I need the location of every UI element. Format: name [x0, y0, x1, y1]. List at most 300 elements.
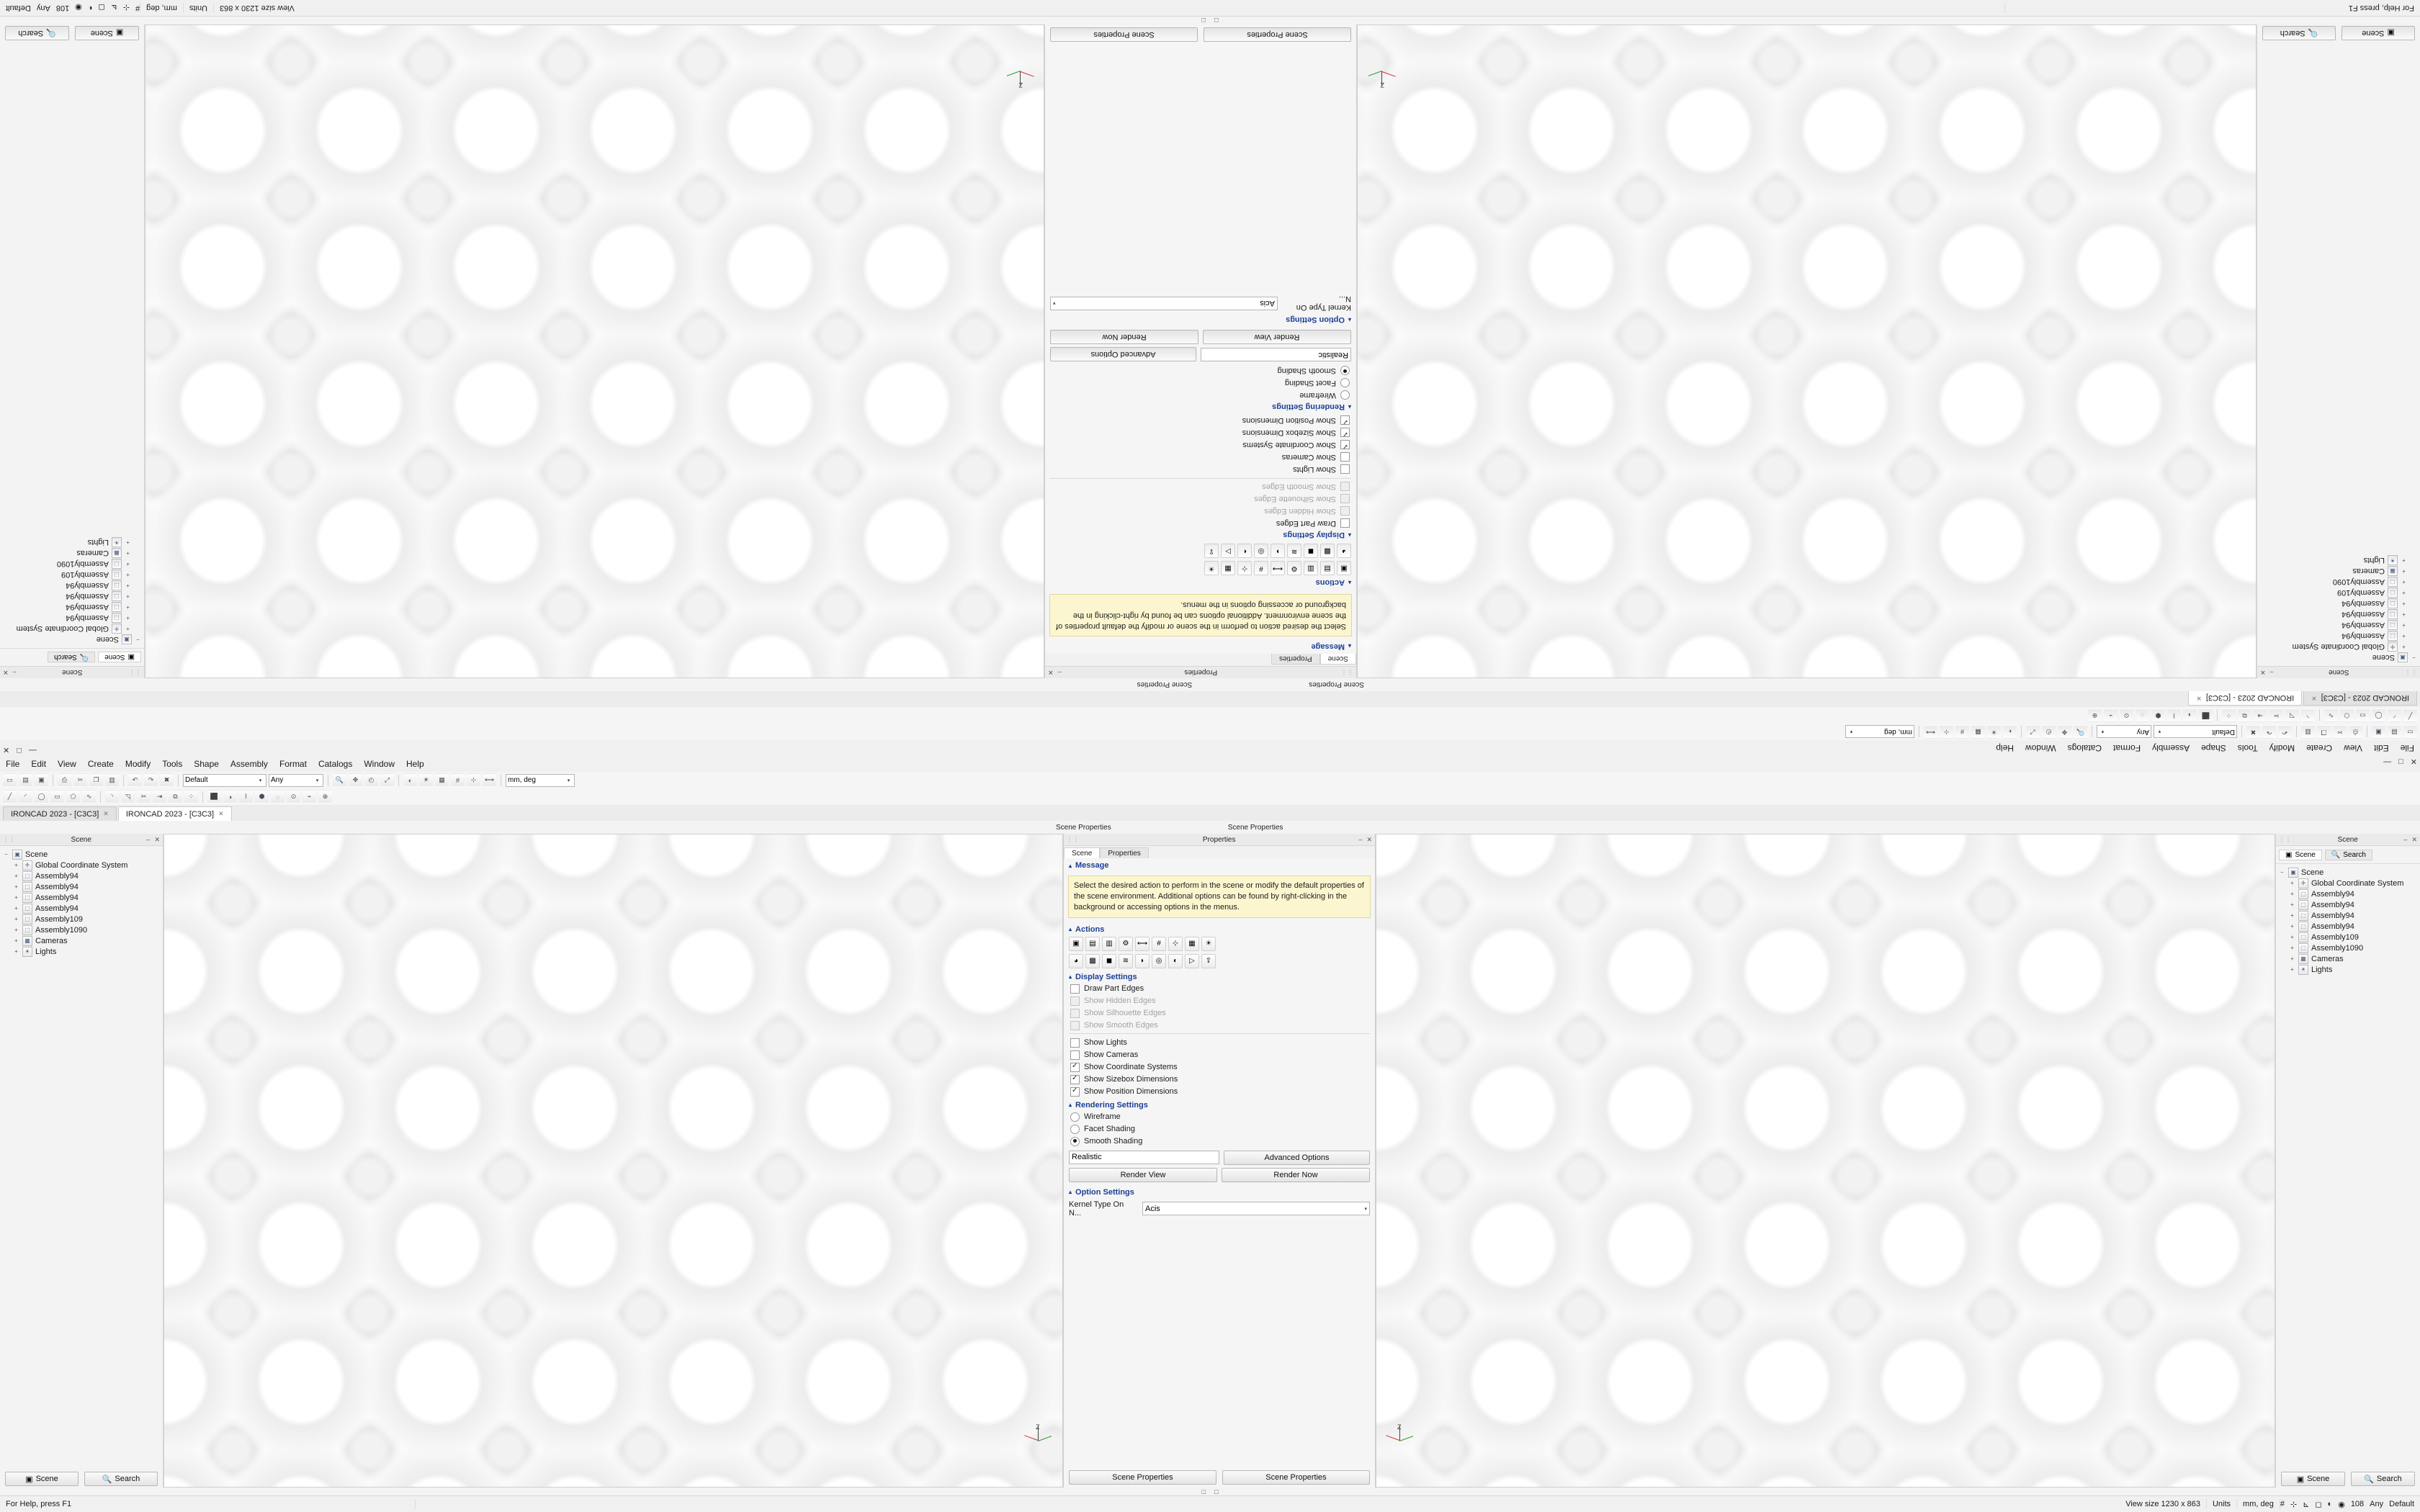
menu-item-tools[interactable]: Tools [162, 759, 183, 769]
shell-icon[interactable]: ◌ [271, 790, 284, 804]
minimize-icon[interactable]: – [1358, 835, 1363, 843]
chevron-up-icon[interactable]: ▴ [1069, 1102, 1072, 1109]
tree-item-assembly-2[interactable] [2277, 899, 2419, 910]
expander-icon[interactable]: − [2412, 654, 2416, 661]
wireframe-icon[interactable]: ◻ [98, 3, 105, 12]
checkbox-show-sizebox-dimensions[interactable] [1045, 426, 1356, 438]
tree-item-cameras[interactable] [2277, 953, 2419, 964]
chevron-up-icon[interactable]: ▴ [1348, 643, 1351, 650]
minimize-icon[interactable]: — [28, 746, 37, 755]
render-icon[interactable]: ◐ [1237, 544, 1252, 558]
tab-properties[interactable]: Properties [1271, 653, 1320, 665]
drag-handle-icon[interactable]: ⋮⋮ [128, 669, 141, 676]
expander-icon[interactable]: + [14, 883, 18, 890]
tree-item-assembly-1[interactable] [1, 870, 161, 881]
tree-item-assembly-1[interactable] [2277, 888, 2419, 899]
tree-item-global-coordinate-system[interactable] [1, 860, 161, 870]
tree-item-assembly-3[interactable] [1, 892, 161, 903]
radio-icon[interactable] [1340, 366, 1350, 375]
close-icon[interactable]: ✕ [1366, 835, 1372, 843]
pan-icon[interactable]: ✥ [2058, 725, 2071, 739]
section-rendering-settings-header[interactable] [1045, 401, 1356, 414]
close-icon[interactable]: ✕ [2260, 669, 2266, 677]
section-rendering-settings-header[interactable] [1064, 1098, 1375, 1111]
close-icon[interactable]: ✕ [2411, 835, 2417, 843]
tree-item-lights[interactable] [2277, 964, 2419, 975]
grid-icon[interactable]: # [451, 773, 465, 787]
pattern-icon[interactable]: ⁘ [2222, 708, 2236, 722]
menu-item-catalogs[interactable]: Catalogs [2067, 743, 2102, 753]
tree-item-lights[interactable] [1, 537, 143, 548]
extend-icon[interactable]: ⇥ [153, 790, 166, 804]
loft-icon[interactable]: ⬢ [2151, 708, 2165, 722]
delete-icon[interactable]: ✖ [2246, 725, 2260, 739]
section-message-header[interactable] [1064, 858, 1375, 871]
tree-item-assembly-4[interactable] [1, 903, 161, 914]
light-icon[interactable]: ☀ [419, 773, 433, 787]
expander-icon[interactable]: + [2290, 891, 2294, 897]
menu-item-help[interactable]: Help [406, 759, 424, 769]
chevron-down-icon[interactable]: ▾ [315, 778, 319, 783]
checkbox-icon[interactable] [1340, 440, 1350, 449]
kernel-type-select[interactable] [1142, 1202, 1370, 1215]
expander-icon[interactable]: − [136, 636, 140, 643]
expander-icon[interactable]: + [2402, 568, 2406, 575]
checkbox-icon[interactable] [1070, 1087, 1080, 1097]
menu-item-format[interactable]: Format [279, 759, 307, 769]
copy-icon[interactable]: ❐ [2317, 725, 2331, 739]
menu-item-help[interactable]: Help [1996, 743, 2014, 753]
pan-icon[interactable]: ✥ [349, 773, 362, 787]
expander-icon[interactable]: + [2290, 923, 2294, 930]
maximize-icon[interactable]: □ [17, 746, 22, 755]
radio-icon[interactable] [1070, 1125, 1080, 1134]
delete-icon[interactable]: ✖ [160, 773, 174, 787]
loft-icon[interactable]: ⬢ [255, 790, 269, 804]
expander-icon[interactable]: + [2402, 579, 2406, 585]
footer-tab-search[interactable] [5, 26, 69, 40]
expander-icon[interactable]: + [126, 582, 130, 589]
section-message-header[interactable] [1045, 641, 1356, 654]
tree-item-assembly-5[interactable] [2277, 932, 2419, 942]
footer-tab-search[interactable] [2262, 26, 2336, 40]
background-icon[interactable]: ◼ [1304, 544, 1318, 558]
new-scene-icon[interactable]: ▣ [1337, 561, 1351, 575]
render-icon[interactable]: ◐ [1168, 954, 1183, 968]
expander-icon[interactable]: + [14, 862, 18, 868]
checkbox-show-lights[interactable] [1045, 463, 1356, 475]
tree-item-global-coordinate-system[interactable] [1, 624, 143, 634]
units-icon[interactable]: ⟷ [1135, 937, 1150, 951]
viewport-left-canvas[interactable] [164, 834, 1062, 1487]
tree-item-assembly-5[interactable] [2259, 588, 2419, 598]
chevron-up-icon[interactable]: ▴ [1069, 1189, 1072, 1196]
scene-browser-tab-search[interactable] [48, 652, 95, 663]
copy-icon[interactable]: ❐ [89, 773, 103, 787]
new-icon[interactable]: ▭ [3, 773, 17, 787]
radio-icon[interactable] [1340, 378, 1350, 387]
scene-properties-button-right[interactable]: Scene Properties [1050, 27, 1198, 42]
chevron-up-icon[interactable]: ▴ [1069, 973, 1072, 981]
chevron-down-icon[interactable]: ▾ [2158, 729, 2161, 734]
snap-icon[interactable]: ⊹ [1168, 937, 1183, 951]
arc-icon[interactable]: ◜ [19, 790, 32, 804]
section-actions-header[interactable] [1045, 577, 1356, 590]
shadow-icon[interactable]: ◗ [1270, 544, 1285, 558]
any-combo[interactable] [2097, 726, 2151, 739]
expander-icon[interactable]: + [14, 927, 18, 933]
scene-properties-button-left[interactable]: Scene Properties [1204, 27, 1351, 42]
tree-item-assembly-2[interactable] [2259, 620, 2419, 631]
menu-item-file[interactable]: File [2400, 743, 2414, 753]
close-icon[interactable]: ✕ [2196, 695, 2202, 702]
expander-icon[interactable]: + [14, 916, 18, 922]
radio-wireframe[interactable] [1045, 389, 1356, 401]
tree-item-assembly-3[interactable] [1, 591, 143, 602]
tree-item-assembly-3[interactable] [2277, 910, 2419, 921]
menu-item-format[interactable]: Format [2113, 743, 2141, 753]
radio-smooth-shading[interactable] [1045, 364, 1356, 377]
open-scene-icon[interactable]: ▤ [1320, 561, 1335, 575]
checkbox-icon[interactable] [1070, 1075, 1080, 1084]
orbit-icon[interactable]: ◴ [364, 773, 378, 787]
render-icon[interactable]: ◐ [2003, 725, 2017, 739]
undo-icon[interactable]: ↶ [128, 773, 142, 787]
render-view-button[interactable]: Render View [1203, 330, 1351, 344]
close-icon[interactable]: ✕ [2311, 695, 2317, 702]
polygon-icon[interactable]: ⬠ [66, 790, 80, 804]
wireframe-icon[interactable]: ◻ [2315, 1500, 2322, 1509]
scene-properties-button-right[interactable]: Scene Properties [1222, 1470, 1370, 1485]
sweep-icon[interactable]: ⌇ [239, 790, 253, 804]
expander-icon[interactable]: + [2290, 934, 2294, 940]
camera-icon[interactable]: ▦ [1185, 937, 1199, 951]
checkbox-icon[interactable] [1340, 428, 1350, 437]
tree-item-lights[interactable] [2259, 555, 2419, 566]
tab-scene[interactable]: Scene [1064, 847, 1100, 859]
render-now-button[interactable]: Render Now [1222, 1168, 1370, 1182]
footer-tab-scene[interactable] [2341, 26, 2415, 40]
menu-item-modify[interactable]: Modify [125, 759, 151, 769]
checkbox-icon[interactable] [1340, 415, 1350, 425]
ortho-icon[interactable]: ⊾ [110, 3, 117, 12]
tree-item-scene[interactable] [1, 849, 161, 860]
render-icon[interactable]: ◉ [2338, 1500, 2345, 1509]
save-scene-icon[interactable]: ▥ [1102, 937, 1116, 951]
chevron-down-icon[interactable]: ▾ [2101, 729, 2105, 734]
expander-icon[interactable]: + [14, 894, 18, 901]
render-icon[interactable]: ◐ [403, 773, 417, 787]
expander-icon[interactable]: + [2402, 590, 2406, 596]
menu-item-shape[interactable]: Shape [2201, 743, 2226, 753]
new-icon[interactable]: ▭ [2403, 725, 2417, 739]
shade-icon[interactable]: ◐ [2327, 1500, 2333, 1508]
tree-item-cameras[interactable] [1, 548, 143, 559]
fog-icon[interactable]: ≋ [1287, 544, 1301, 558]
panel-tab-scene-properties-a[interactable]: Scene Properties [1309, 680, 1364, 689]
camera-icon[interactable]: ▦ [1971, 725, 1985, 739]
chevron-down-icon[interactable]: ▾ [1053, 300, 1056, 306]
menu-item-assembly[interactable]: Assembly [2152, 743, 2190, 753]
checkbox-icon[interactable] [1070, 1038, 1080, 1048]
cut-icon[interactable]: ✂ [73, 773, 87, 787]
section-actions-header[interactable] [1064, 922, 1375, 935]
shadow-icon[interactable]: ◗ [1135, 954, 1150, 968]
panel-tab-scene-properties-b[interactable]: Scene Properties [1137, 680, 1193, 689]
rect-icon[interactable]: ▭ [2356, 708, 2370, 722]
shell-icon[interactable]: ◌ [2136, 708, 2149, 722]
camera-icon[interactable]: ▦ [1221, 561, 1235, 575]
viewport-left[interactable] [1357, 24, 2257, 678]
menu-item-window[interactable]: Window [364, 759, 395, 769]
menu-item-tools[interactable]: Tools [2237, 743, 2258, 753]
expander-icon[interactable]: − [2280, 869, 2284, 876]
any-combo[interactable] [269, 774, 323, 787]
revolve-icon[interactable]: ◑ [2183, 708, 2197, 722]
texture-icon[interactable]: ▩ [1320, 544, 1335, 558]
extrude-icon[interactable]: ⬛ [207, 790, 221, 804]
checkbox-show-lights[interactable] [1064, 1037, 1375, 1049]
chevron-up-icon[interactable]: ▴ [1348, 316, 1351, 323]
tree-item-assembly-5[interactable] [1, 570, 143, 580]
snap-icon[interactable]: ⊹ [1237, 561, 1252, 575]
expander-icon[interactable]: + [2402, 633, 2406, 639]
close-icon[interactable]: ✕ [2410, 758, 2417, 767]
fog-icon[interactable]: ≋ [1119, 954, 1133, 968]
tree-item-assembly-4[interactable] [1, 580, 143, 591]
footer-tab-scene[interactable] [5, 1472, 79, 1486]
maximize-icon[interactable]: □ [2398, 757, 2403, 766]
open-scene-icon[interactable]: ▤ [1085, 937, 1100, 951]
ortho-icon[interactable]: ⊾ [2303, 1500, 2310, 1509]
tree-item-assembly-6[interactable] [2259, 577, 2419, 588]
radio-facet-shading[interactable] [1045, 377, 1356, 389]
thread-icon[interactable]: ⌁ [302, 790, 316, 804]
fillet-icon[interactable]: ◝ [2301, 708, 2315, 722]
spline-icon[interactable]: ∿ [82, 790, 96, 804]
pattern-icon[interactable]: ⁘ [184, 790, 198, 804]
tree-item-global-coordinate-system[interactable] [2259, 642, 2419, 652]
light-icon[interactable]: ☀ [1987, 725, 2001, 739]
viewport-right-canvas[interactable] [145, 25, 1044, 678]
checkbox-icon[interactable] [1340, 464, 1350, 474]
radio-icon[interactable] [1070, 1137, 1080, 1146]
expander-icon[interactable]: + [126, 572, 130, 578]
rect-icon[interactable]: ▭ [50, 790, 64, 804]
checkbox-show-cameras[interactable] [1064, 1049, 1375, 1061]
style-combo[interactable] [2154, 726, 2237, 739]
render-now-button[interactable]: Render Now [1050, 330, 1198, 344]
checkbox-show-sizebox-dimensions[interactable] [1064, 1074, 1375, 1086]
tree-item-assembly-1[interactable] [2259, 631, 2419, 642]
reflect-icon[interactable]: ◎ [1152, 954, 1166, 968]
expander-icon[interactable]: − [4, 851, 8, 858]
measure-icon[interactable]: ⟷ [483, 773, 496, 787]
circle-icon[interactable]: ◯ [35, 790, 48, 804]
viewport-tab-2[interactable]: □ [1214, 1488, 1219, 1495]
scene-browser-tab-scene[interactable] [2279, 850, 2322, 860]
tree-item-assembly-6[interactable] [1, 924, 161, 935]
viewport-left-canvas[interactable] [1358, 25, 2256, 678]
viewport-tab-1[interactable]: □ [1214, 17, 1219, 24]
material-icon[interactable]: ◕ [1337, 544, 1351, 558]
arc-icon[interactable]: ◜ [2388, 708, 2401, 722]
expander-icon[interactable]: + [2290, 912, 2294, 919]
radio-wireframe[interactable] [1064, 1111, 1375, 1123]
expander-icon[interactable]: + [14, 873, 18, 879]
viewport-right[interactable] [145, 24, 1044, 678]
measure-icon[interactable]: ⟷ [1924, 725, 1937, 739]
tree-item-lights[interactable] [1, 946, 161, 957]
tree-item-assembly-6[interactable] [1, 559, 143, 570]
tree-item-scene[interactable] [1, 634, 143, 645]
render-quality-select[interactable] [1201, 348, 1351, 361]
close-icon[interactable]: ✕ [218, 810, 224, 817]
section-display-settings-header[interactable] [1064, 970, 1375, 983]
close-icon[interactable]: ✕ [3, 745, 10, 754]
expander-icon[interactable]: + [2290, 880, 2294, 886]
viewport-tab-1[interactable]: □ [1201, 1488, 1206, 1495]
tree-item-assembly-6[interactable] [2277, 942, 2419, 953]
circle-icon[interactable]: ◯ [2372, 708, 2385, 722]
render-view-button[interactable]: Render View [1069, 1168, 1217, 1182]
light-icon[interactable]: ☀ [1201, 937, 1216, 951]
mirror-icon[interactable]: ⧉ [2238, 708, 2251, 722]
expander-icon[interactable]: + [126, 561, 130, 567]
radio-smooth-shading[interactable] [1064, 1135, 1375, 1148]
menu-item-modify[interactable]: Modify [2269, 743, 2295, 753]
grid-icon[interactable]: # [2280, 1500, 2285, 1508]
menu-item-file[interactable]: File [6, 759, 20, 769]
section-display-settings-header[interactable] [1045, 529, 1356, 542]
chevron-up-icon[interactable]: ▴ [1348, 531, 1351, 539]
scene-browser-tab-search[interactable] [2325, 850, 2372, 860]
expander-icon[interactable]: + [14, 905, 18, 912]
zoom-icon[interactable]: 🔍 [333, 773, 346, 787]
chamfer-icon[interactable]: ◹ [2285, 708, 2299, 722]
tree-item-scene[interactable] [2277, 867, 2419, 878]
line-icon[interactable]: ╱ [2403, 708, 2417, 722]
radio-icon[interactable] [1340, 390, 1350, 400]
footer-tab-search[interactable] [84, 1472, 158, 1486]
redo-icon[interactable]: ↷ [2262, 725, 2276, 739]
extrude-icon[interactable]: ⬛ [2199, 708, 2213, 722]
snap-icon[interactable]: ⊹ [467, 773, 480, 787]
menu-item-catalogs[interactable]: Catalogs [318, 759, 353, 769]
document-tab-1[interactable] [3, 806, 117, 821]
drag-handle-icon[interactable]: ⋮⋮ [1340, 669, 1353, 676]
close-icon[interactable]: ✕ [154, 835, 160, 843]
units-combo[interactable] [506, 774, 575, 787]
export-icon[interactable]: ⇪ [1201, 954, 1216, 968]
close-icon[interactable]: ✕ [3, 669, 9, 677]
boolean-icon[interactable]: ⊕ [2088, 708, 2102, 722]
tree-item-scene[interactable] [2259, 652, 2419, 663]
advanced-options-button[interactable]: Advanced Options [1050, 347, 1196, 361]
expander-icon[interactable]: + [2402, 644, 2406, 650]
chevron-down-icon[interactable]: ▾ [1364, 1206, 1367, 1212]
camera-icon[interactable]: ▦ [435, 773, 449, 787]
menu-item-window[interactable]: Window [2025, 743, 2056, 753]
animate-icon[interactable]: ▷ [1185, 954, 1199, 968]
zoom-icon[interactable]: 🔍 [2074, 725, 2087, 739]
close-icon[interactable]: ✕ [103, 810, 109, 817]
chevron-up-icon[interactable]: ▴ [1069, 926, 1072, 933]
cut-icon[interactable]: ✂ [2333, 725, 2347, 739]
checkbox-draw-part-edges[interactable] [1064, 983, 1375, 995]
expander-icon[interactable]: + [2402, 611, 2406, 618]
grid-icon[interactable]: # [1955, 725, 1969, 739]
trim-icon[interactable]: ✂ [137, 790, 151, 804]
section-option-settings-header[interactable] [1064, 1185, 1375, 1198]
tab-properties[interactable]: Properties [1100, 847, 1149, 859]
menu-item-create[interactable]: Create [87, 759, 114, 769]
paste-icon[interactable]: ▥ [105, 773, 119, 787]
viewport-right-canvas[interactable] [1376, 834, 2275, 1487]
tree-item-assembly-2[interactable] [1, 602, 143, 613]
undo-icon[interactable]: ↶ [2278, 725, 2292, 739]
snap-icon[interactable]: ⊹ [122, 3, 130, 12]
tree-item-cameras[interactable] [2259, 566, 2419, 577]
drag-handle-icon[interactable]: ⋮⋮ [2404, 669, 2417, 676]
drag-handle-icon[interactable]: ⋮⋮ [1067, 836, 1080, 843]
fit-icon[interactable]: ⤢ [2026, 725, 2040, 739]
grid-icon[interactable]: # [1254, 561, 1268, 575]
expander-icon[interactable]: + [2290, 901, 2294, 908]
open-icon[interactable]: ▤ [19, 773, 32, 787]
checkbox-show-cameras[interactable] [1045, 451, 1356, 463]
line-icon[interactable]: ╱ [3, 790, 17, 804]
drag-handle-icon[interactable]: ⋮⋮ [2279, 836, 2292, 843]
sweep-icon[interactable]: ⌇ [2167, 708, 2181, 722]
chevron-down-icon[interactable]: ▾ [259, 778, 262, 783]
checkbox-draw-part-edges[interactable] [1045, 517, 1356, 529]
checkbox-icon[interactable] [1070, 1063, 1080, 1072]
thread-icon[interactable]: ⌁ [2104, 708, 2118, 722]
radio-icon[interactable] [1070, 1112, 1080, 1122]
checkbox-icon[interactable] [1070, 1050, 1080, 1060]
advanced-options-button[interactable]: Advanced Options [1224, 1151, 1370, 1165]
expander-icon[interactable]: + [2290, 945, 2294, 951]
grid-icon[interactable]: # [135, 4, 140, 12]
expander-icon[interactable]: + [126, 550, 130, 557]
spline-icon[interactable]: ∿ [2324, 708, 2338, 722]
expander-icon[interactable]: + [126, 539, 130, 546]
document-tab-1[interactable] [2303, 691, 2417, 706]
expander-icon[interactable]: + [2290, 955, 2294, 962]
tree-item-assembly-1[interactable] [1, 613, 143, 624]
checkbox-show-coordinate-systems[interactable] [1045, 438, 1356, 451]
snap-icon[interactable]: ⊹ [2290, 1500, 2298, 1509]
save-icon[interactable]: ▣ [35, 773, 48, 787]
fit-icon[interactable]: ⤢ [380, 773, 394, 787]
tree-item-assembly-4[interactable] [2277, 921, 2419, 932]
kernel-type-select[interactable] [1050, 297, 1278, 310]
fillet-icon[interactable]: ◝ [105, 790, 119, 804]
paste-icon[interactable]: ▥ [2301, 725, 2315, 739]
units-combo[interactable] [1845, 726, 1914, 739]
redo-icon[interactable]: ↷ [144, 773, 158, 787]
minimize-icon[interactable]: – [2269, 669, 2274, 677]
section-option-settings-header[interactable] [1045, 314, 1356, 327]
viewport-right[interactable] [1376, 834, 2275, 1488]
extend-icon[interactable]: ⇥ [2254, 708, 2267, 722]
scene-props-icon[interactable]: ⚙ [1119, 937, 1133, 951]
print-icon[interactable]: ⎙ [2349, 725, 2362, 739]
units-icon[interactable]: ⟷ [1270, 561, 1285, 575]
chevron-up-icon[interactable]: ▴ [1069, 862, 1072, 869]
footer-tab-scene[interactable] [2281, 1472, 2345, 1486]
